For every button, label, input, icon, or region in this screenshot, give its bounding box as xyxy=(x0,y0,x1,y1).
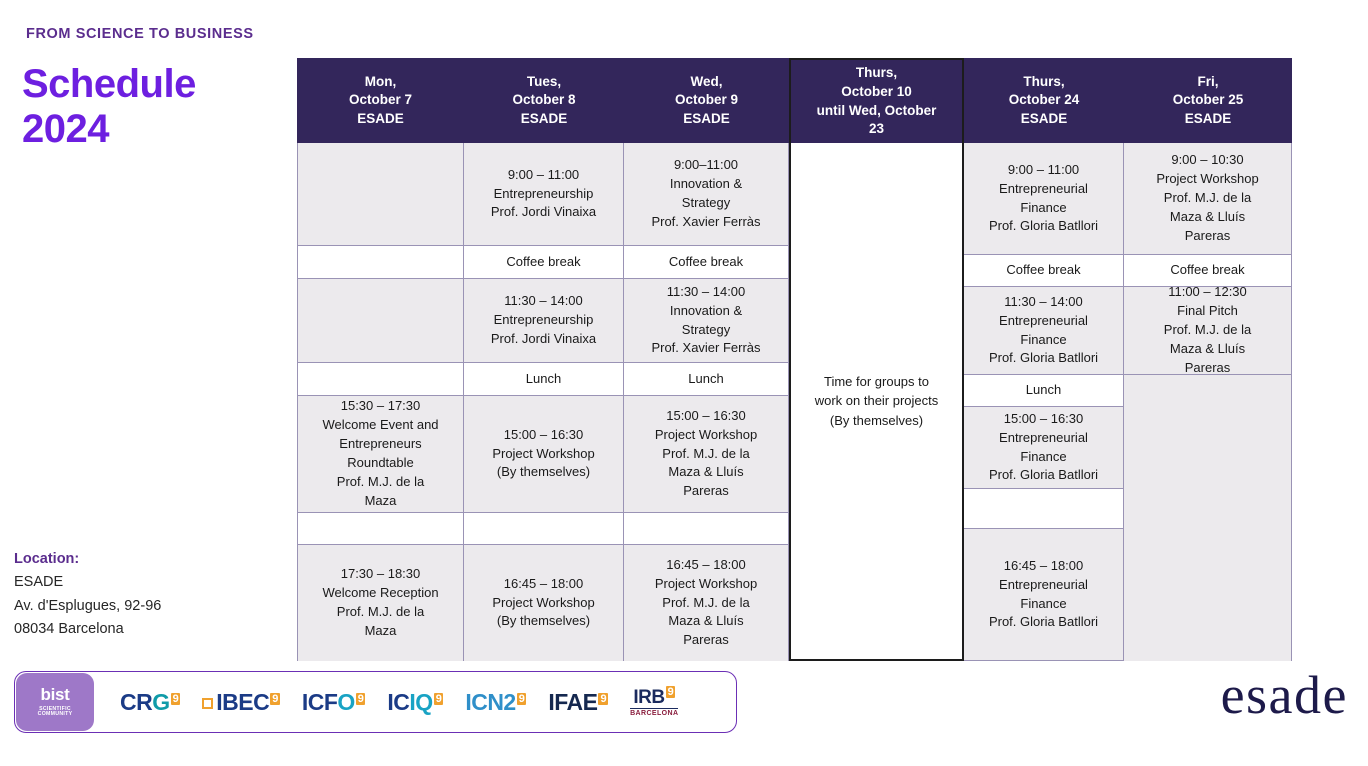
cell-line: Roundtable xyxy=(347,455,414,470)
header-day: Mon, xyxy=(364,73,397,89)
table-cell xyxy=(297,396,464,513)
cell-line: 9:00 – 10:30 xyxy=(1171,152,1244,168)
logo-list xyxy=(120,685,679,717)
table-cell xyxy=(464,363,624,396)
table-cell xyxy=(964,287,1124,375)
cell-line: 15:00 – 16:30 xyxy=(1003,410,1084,426)
table-cell xyxy=(624,396,789,513)
cell-line: Welcome Event and xyxy=(322,417,439,433)
icn2-logo-text: ICN2 xyxy=(465,688,516,715)
ifae-logo-text: IFAE xyxy=(548,688,598,715)
cell-line: Prof. Gloria Batllori xyxy=(988,614,1099,630)
location-line-1: ESADE xyxy=(14,574,64,591)
header-venue: ESADE xyxy=(1020,110,1068,126)
cell-line: Prof. Gloria Batllori xyxy=(988,467,1099,483)
cell-line: Prof. M.J. de la xyxy=(1163,190,1252,206)
iciq-logo-text: IC xyxy=(387,688,410,715)
iciq-logo xyxy=(387,689,443,716)
cell-line: Prof. Gloria Batllori xyxy=(988,350,1099,366)
header-date: October 9 xyxy=(674,92,739,108)
crg-logo-sup: 9 xyxy=(172,692,179,705)
table-cell xyxy=(297,545,464,661)
table-cell xyxy=(624,545,789,661)
cell-line: Finance xyxy=(1020,199,1067,215)
cell-line: 17:30 – 18:30 xyxy=(340,566,421,582)
header-venue: ESADE xyxy=(1184,110,1232,126)
cell-line: Maza & Lluís xyxy=(1169,340,1246,356)
table-cell xyxy=(964,375,1124,407)
location-colon: : xyxy=(74,551,80,567)
cell-line: Pareras xyxy=(683,632,729,648)
cell-line: (By themselves) xyxy=(496,613,591,629)
icfo-logo-text: ICF xyxy=(301,688,338,715)
partner-logos-bar xyxy=(14,671,737,733)
cell-line: Coffee break xyxy=(1006,262,1081,278)
cell-line: Welcome Reception xyxy=(322,585,439,601)
header-day: Thurs, xyxy=(855,65,898,81)
cell-line: Strategy xyxy=(681,195,731,210)
column-header-wed-oct-9 xyxy=(624,58,789,143)
table-cell xyxy=(297,363,464,396)
cell-line: Prof. Xavier Ferràs xyxy=(651,213,761,229)
cell-line: Project Workshop xyxy=(654,575,758,591)
cell-line: Lunch xyxy=(1025,382,1062,398)
schedule-column-wednesday xyxy=(624,143,789,661)
column-header-tues-oct-8 xyxy=(464,58,624,143)
location-line-3: 08034 Barcelona xyxy=(14,621,124,638)
icn2-logo xyxy=(465,689,526,716)
table-cell xyxy=(624,246,789,279)
cell-line: 15:30 – 17:30 xyxy=(340,398,421,414)
table-cell xyxy=(964,407,1124,489)
cell-line: Maza xyxy=(364,492,397,508)
table-cell xyxy=(464,246,624,279)
table-cell xyxy=(297,143,464,246)
schedule-column-thursday-24 xyxy=(964,143,1124,661)
table-cell xyxy=(297,246,464,279)
table-cell xyxy=(624,143,789,246)
header-date: October 8 xyxy=(512,92,576,108)
page-title-line2: 2024 xyxy=(22,106,109,151)
header-date: October 24 xyxy=(1008,92,1080,108)
icfo-logo-sup: 9 xyxy=(357,692,364,705)
header-venue-2: 23 xyxy=(868,121,885,137)
table-cell xyxy=(624,513,789,545)
cell-line: Project Workshop xyxy=(1156,171,1259,187)
ibec-logo-sup: 9 xyxy=(272,692,278,705)
irb-logo-sup: 9 xyxy=(667,685,674,698)
cell-line: Lunch xyxy=(525,370,562,386)
cell-line: Time for groups to xyxy=(823,373,929,389)
table-cell xyxy=(964,143,1124,255)
table-cell xyxy=(964,489,1124,529)
table-cell xyxy=(1124,287,1292,375)
column-header-fri-oct-25 xyxy=(1124,58,1292,143)
cell-line: (By themselves) xyxy=(829,412,924,428)
schedule-column-monday xyxy=(297,143,464,661)
cell-line: Prof. M.J. de la xyxy=(336,473,425,489)
crg-logo-text-accent: G xyxy=(152,688,170,715)
cell-line: Entrepreneurial xyxy=(999,429,1088,445)
cell-line: Prof. Gloria Batllori xyxy=(988,218,1099,234)
cell-line: Finance xyxy=(1020,448,1067,464)
ifae-logo xyxy=(548,689,608,716)
icn2-logo-sup: 9 xyxy=(518,692,525,705)
cell-line: 9:00–11:00 xyxy=(673,157,739,173)
irb-logo-sub: BARCELONA xyxy=(630,709,679,717)
bist-logo-tag2: COMMUNITY xyxy=(37,711,73,718)
cell-line: Entrepreneurial xyxy=(999,576,1088,592)
table-cell xyxy=(964,529,1124,660)
bist-logo xyxy=(16,673,94,731)
cell-line: Entrepreneurial xyxy=(999,312,1088,328)
cell-line: Coffee break xyxy=(668,253,744,269)
table-cell xyxy=(624,363,789,396)
kicker-text: FROM SCIENCE TO BUSINESS xyxy=(26,26,254,42)
table-cell xyxy=(1124,375,1292,661)
cell-line: work on their projects xyxy=(814,393,939,409)
thursday-merged-cell xyxy=(789,143,964,661)
column-header-thurs-oct-10 xyxy=(789,58,964,143)
cell-line: 15:00 – 16:30 xyxy=(503,426,584,442)
cell-line: 9:00 – 11:00 xyxy=(1007,161,1080,177)
schedule-header-row xyxy=(297,58,1292,143)
cell-line: 11:30 – 14:00 xyxy=(666,283,746,299)
cell-line: 16:45 – 18:00 xyxy=(666,556,746,572)
cell-line: Innovation & xyxy=(669,302,743,318)
thursday-merged-text xyxy=(815,372,939,431)
cell-line: Project Workshop xyxy=(492,445,595,461)
header-venue: ESADE xyxy=(520,110,568,126)
table-cell xyxy=(464,279,624,363)
cell-line: Maza & Lluís xyxy=(1169,208,1246,224)
cell-line: Entrepreneurship xyxy=(493,312,594,328)
cell-line: Prof. Xavier Ferràs xyxy=(651,340,761,356)
cell-line: Lunch xyxy=(688,370,724,386)
cell-line: Finance xyxy=(1020,595,1067,611)
bist-logo-tag1: SCIENTIFIC xyxy=(39,705,71,712)
crg-logo-text: CR xyxy=(120,688,153,715)
table-cell xyxy=(464,513,624,545)
cell-line: 16:45 – 18:00 xyxy=(1003,557,1084,573)
cell-line: 11:30 – 14:00 xyxy=(504,293,583,309)
cell-line: Pareras xyxy=(1184,227,1231,243)
icfo-logo xyxy=(302,689,366,716)
cell-line: 15:00 – 16:30 xyxy=(666,407,746,423)
location-line-2: Av. d'Esplugues, 92-96 xyxy=(14,597,162,614)
cell-line: Maza & Lluís xyxy=(668,613,744,629)
iciq-logo-text-accent: IQ xyxy=(409,688,433,715)
schedule-body xyxy=(297,143,1292,661)
square-icon xyxy=(202,698,213,709)
cell-line: Prof. M.J. de la xyxy=(1163,322,1252,338)
esade-logo: esade xyxy=(1220,665,1348,725)
irb-logo xyxy=(630,685,679,717)
cell-line: Final Pitch xyxy=(1177,303,1238,319)
cell-line: Prof. M.J. de la xyxy=(336,604,425,619)
cell-line: 11:30 – 14:00 xyxy=(1004,293,1083,309)
irb-logo-text: IRB xyxy=(633,686,665,708)
icfo-logo-text-accent: O xyxy=(337,688,355,715)
header-day: Tues, xyxy=(526,73,562,89)
location-label-row xyxy=(14,548,161,571)
location-label: Location xyxy=(14,551,75,567)
cell-line: Finance xyxy=(1020,331,1067,347)
table-cell xyxy=(624,279,789,363)
cell-line: Maza & Lluís xyxy=(668,464,744,480)
cell-line: Pareras xyxy=(1184,359,1231,375)
table-cell xyxy=(464,396,624,513)
cell-line: Project Workshop xyxy=(492,594,595,610)
header-venue: ESADE xyxy=(357,110,404,126)
table-cell xyxy=(297,279,464,363)
cell-line: Strategy xyxy=(681,321,731,337)
cell-line: 9:00 – 11:00 xyxy=(507,166,580,182)
schedule-column-friday xyxy=(1124,143,1292,661)
column-header-mon-oct-7 xyxy=(297,58,464,143)
cell-line: Innovation & xyxy=(669,176,743,192)
page-title xyxy=(22,62,196,152)
page-title-line1: Schedule xyxy=(22,62,196,106)
cell-line: Coffee break xyxy=(1170,262,1245,278)
header-venue: until Wed, October xyxy=(816,102,937,118)
cell-line: Prof. M.J. de la xyxy=(662,594,750,610)
cell-line: Entrepreneurship xyxy=(493,185,594,201)
cell-line: Prof. M.J. de la xyxy=(662,445,750,461)
table-cell xyxy=(297,513,464,545)
header-date: October 7 xyxy=(348,92,413,108)
crg-logo xyxy=(120,689,180,716)
cell-line: Prof. Jordi Vinaixa xyxy=(490,330,597,346)
table-cell xyxy=(1124,255,1292,287)
column-header-thurs-oct-24 xyxy=(964,58,1124,143)
cell-line: Prof. Jordi Vinaixa xyxy=(490,204,597,220)
header-day: Fri, xyxy=(1197,73,1219,89)
cell-line: (By themselves) xyxy=(496,464,591,480)
cell-line: Entrepreneurs xyxy=(339,436,422,452)
cell-line: 11:00 – 12:30 xyxy=(1168,287,1247,300)
ibec-logo-text: IBEC xyxy=(216,688,270,715)
cell-line: Entrepreneurial xyxy=(999,180,1088,196)
table-cell xyxy=(464,143,624,246)
ifae-logo-sup: 9 xyxy=(600,692,607,705)
iciq-logo-sup: 9 xyxy=(435,692,442,705)
header-day: Thurs, xyxy=(1023,73,1065,89)
header-date: October 25 xyxy=(1172,92,1244,108)
table-cell xyxy=(464,545,624,661)
ibec-logo xyxy=(202,689,280,716)
cell-line: Maza xyxy=(364,622,397,638)
table-cell xyxy=(964,255,1124,287)
cell-line: 16:45 – 18:00 xyxy=(503,575,584,591)
cell-line: Project Workshop xyxy=(654,426,758,442)
header-day: Wed, xyxy=(690,73,723,89)
location-block xyxy=(14,548,161,642)
table-cell xyxy=(1124,143,1292,255)
schedule-column-tuesday xyxy=(464,143,624,661)
header-venue: ESADE xyxy=(683,110,730,126)
header-date: October 10 xyxy=(841,83,912,99)
bist-logo-name: bist xyxy=(40,685,70,705)
schedule-table xyxy=(297,58,1292,661)
cell-line: Pareras xyxy=(683,483,729,499)
cell-line: Coffee break xyxy=(506,253,581,269)
